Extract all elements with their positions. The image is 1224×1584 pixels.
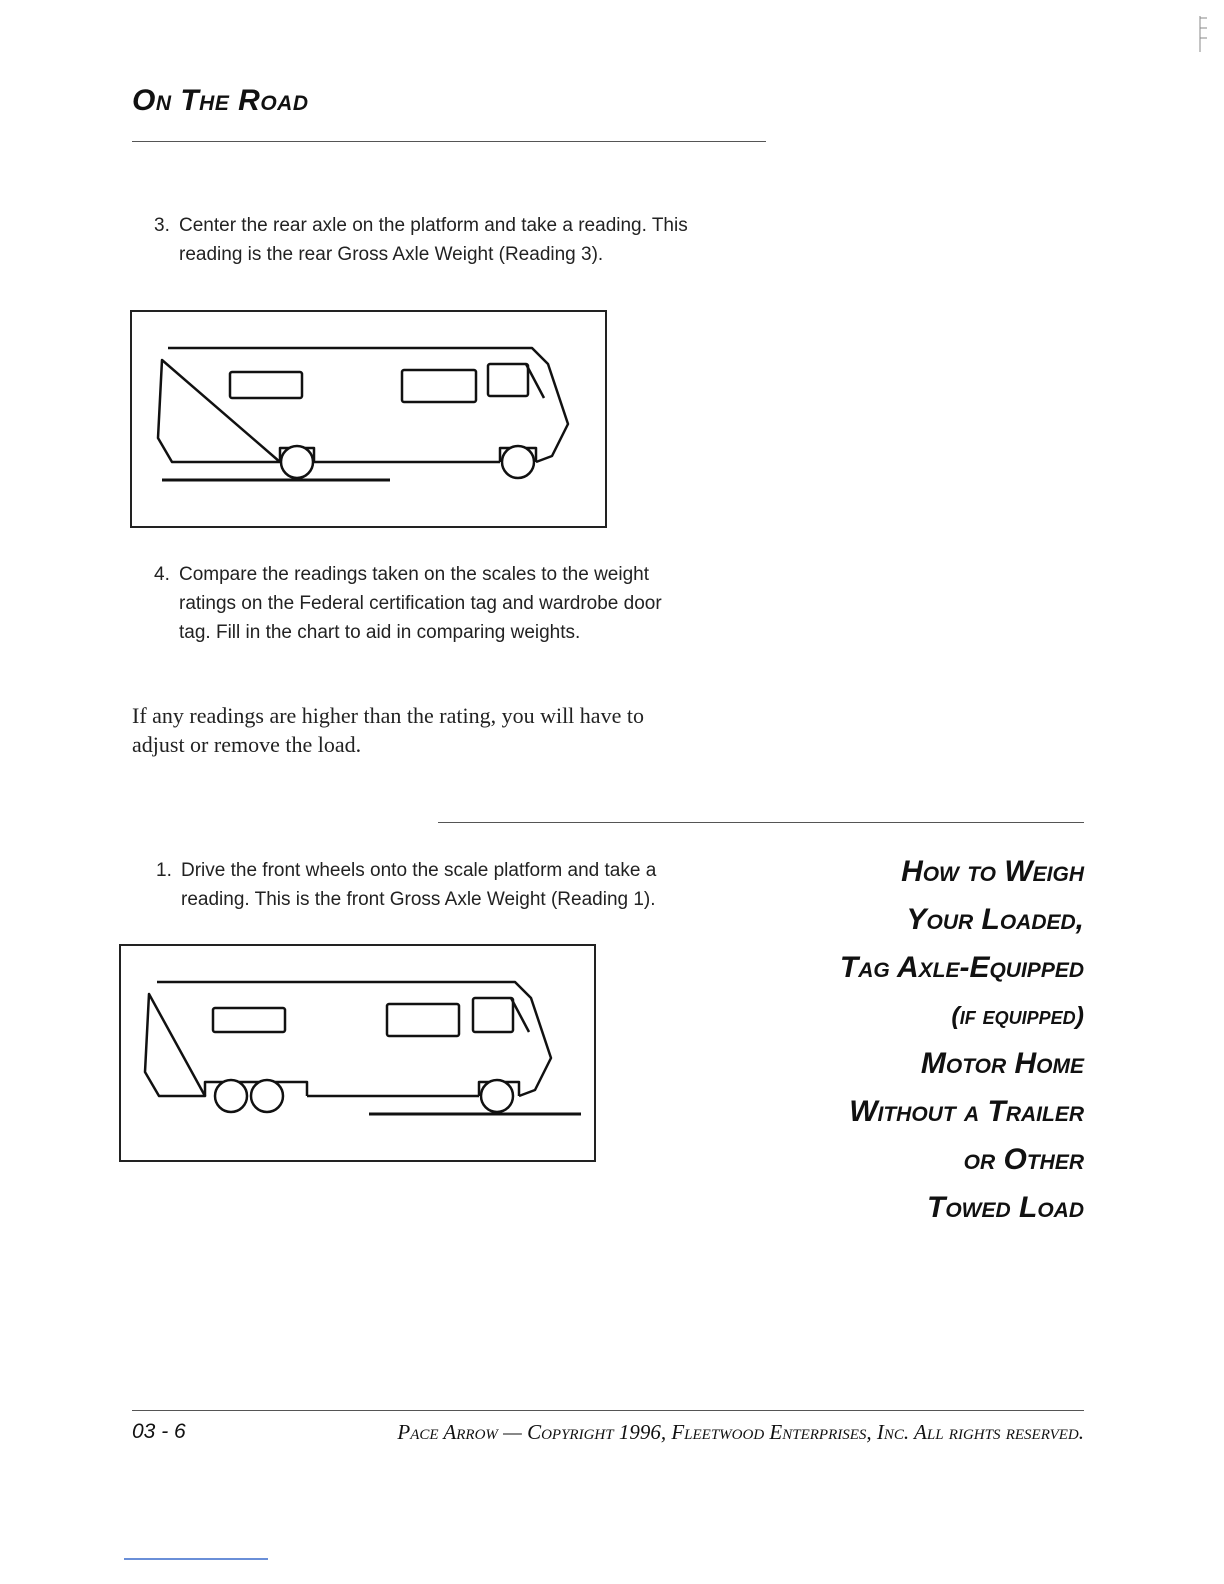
step-number: 3. — [154, 215, 170, 236]
side-heading-line: (if equipped) — [951, 1002, 1084, 1030]
step-number: 1. — [156, 860, 172, 881]
side-window — [213, 1008, 285, 1032]
side-heading-line: Without a Trailer — [849, 1095, 1084, 1128]
page-title: On The Road — [132, 84, 309, 117]
rear-wheel — [281, 446, 313, 478]
front-wheel — [502, 446, 534, 478]
section-rule — [438, 822, 1084, 823]
front-axle-weighing-figure — [119, 944, 596, 1162]
step-text-line: Center the rear axle on the platform and take a reading. This — [179, 215, 688, 236]
step-text-line: tag. Fill in the chart to aid in comparing weights. — [179, 622, 581, 643]
step-4 — [154, 560, 774, 650]
rear-wheel — [215, 1080, 247, 1112]
cab-window — [488, 364, 528, 396]
side-window — [230, 372, 302, 398]
footer-rule — [132, 1410, 1084, 1411]
step-text-line: reading is the rear Gross Axle Weight (Reading 3). — [179, 244, 604, 265]
step-text-line: ratings on the Federal certification tag and wardrobe door — [179, 593, 662, 614]
side-window — [387, 1004, 459, 1036]
cab-window — [473, 998, 513, 1032]
step-text-line: reading. This is the front Gross Axle Weight (Reading 1). — [181, 889, 656, 910]
overload-note — [132, 701, 772, 759]
side-heading-line: How to Weigh — [901, 855, 1084, 888]
side-heading-line: Motor Home — [920, 1047, 1084, 1080]
note-line: If any readings are higher than the rating, you will have to — [132, 703, 644, 728]
side-heading-line: or Other — [963, 1143, 1084, 1176]
tag-axle-motorhome-front-on-scale-illustration — [121, 946, 598, 1164]
note-line: adjust or remove the load. — [132, 732, 362, 757]
step-3 — [154, 211, 774, 271]
front-wheel — [481, 1080, 513, 1112]
section-side-heading — [664, 848, 1084, 1232]
rear-axle-weighing-figure — [130, 310, 607, 528]
step-text-line: Drive the front wheels onto the scale platform and take a — [181, 860, 657, 881]
motorhome-rear-on-scale-illustration — [132, 312, 609, 530]
side-heading-line: Tag Axle-Equipped — [839, 951, 1084, 984]
tag-axle-wheel — [251, 1080, 283, 1112]
step-text-line: Compare the readings taken on the scales to the weight — [179, 564, 650, 585]
header-rule — [132, 141, 766, 142]
side-heading-line: Your Loaded, — [906, 903, 1084, 936]
side-heading-line: Towed Load — [927, 1191, 1084, 1224]
step-number: 4. — [154, 564, 170, 585]
bottom-edge-mark — [124, 1558, 268, 1560]
copyright-notice: Pace Arrow — Copyright 1996, Fleetwood Enterprises, Inc. All rights reserved. — [397, 1420, 1084, 1444]
corner-scan-mark — [1198, 14, 1210, 54]
side-window — [402, 370, 476, 402]
page-number: 03 - 6 — [132, 1420, 186, 1443]
